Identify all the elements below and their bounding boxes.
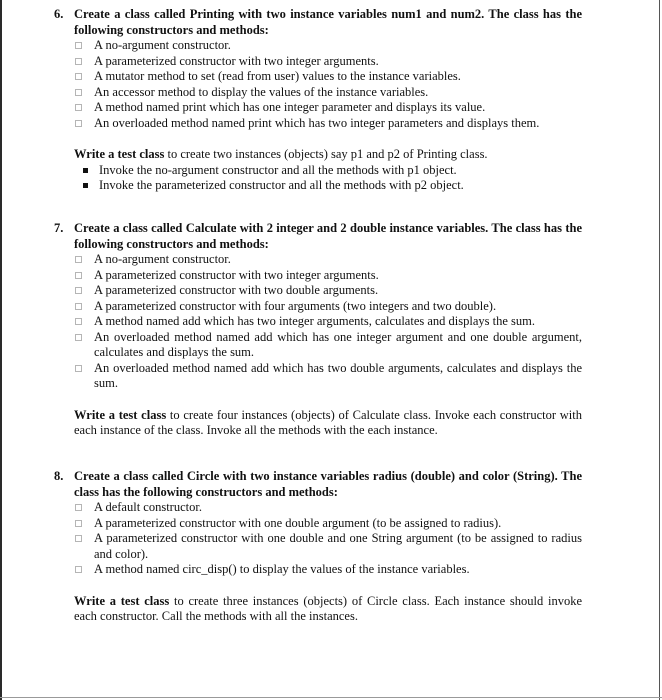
test-class-text: to create four instances (objects) of Calculate class. Invoke each constructor with each instance of the class. Invoke all the methods with the each instance.: [74, 407, 582, 437]
checkbox-bullet-icon: [75, 334, 82, 341]
list-item: A no-argument constructor.: [94, 252, 582, 268]
question-6-number: 6.: [54, 7, 64, 21]
checkbox-bullet-icon: [75, 272, 82, 279]
list-item: A method named print which has one integer parameter and displays its value.: [94, 100, 582, 116]
question-8-requirements: [54, 500, 582, 578]
question-6-requirements: [54, 38, 582, 131]
checkbox-bullet-icon: [75, 520, 82, 527]
test-class-label: Write a test class: [74, 593, 170, 608]
question-7-heading-text: Create a class called Calculate with 2 integer and 2 double instance variables. The class has the following constructors and methods:: [74, 221, 582, 251]
checkbox-bullet-icon: [75, 287, 82, 294]
checkbox-bullet-icon: [75, 535, 82, 542]
test-class-label: Write a test class: [74, 147, 165, 161]
question-8: [54, 469, 582, 625]
list-item: A parameterized constructor with one double argument (to be assigned to radius).: [94, 516, 582, 532]
question-7-heading: [54, 221, 582, 252]
test-class-text: to create two instances (objects) say p1 and p2 of Printing class.: [164, 147, 488, 161]
checkbox-bullet-icon: [75, 318, 82, 325]
question-8-heading-text: Create a class called Circle with two instance variables radius (double) and color (String). The class has the following constructors and methods:: [74, 469, 582, 499]
list-item: A no-argument constructor.: [94, 38, 582, 54]
list-item: A method named circ_disp() to display the values of the instance variables.: [94, 562, 582, 578]
test-class-text: to create three instances (objects) of Circle class. Each instance should invoke each constructor. Call the methods with all the instances.: [74, 593, 582, 623]
list-item: A parameterized constructor with two integer arguments.: [94, 54, 582, 70]
list-item: An accessor method to display the values of the instance variables.: [94, 85, 582, 101]
list-item: A parameterized constructor with two double arguments.: [94, 283, 582, 299]
question-6-heading: [54, 7, 582, 38]
list-item: A default constructor.: [94, 500, 582, 516]
checkbox-bullet-icon: [75, 42, 82, 49]
question-8-test-instructions: [54, 594, 582, 625]
question-6-heading-text: Create a class called Printing with two instance variables num1 and num2. The class has the following constructors and methods:: [74, 7, 582, 37]
list-item: An overloaded method named add which has two double arguments, calculates and displays the sum.: [94, 361, 582, 392]
checkbox-bullet-icon: [75, 104, 82, 111]
list-item: A mutator method to set (read from user) values to the instance variables.: [94, 69, 582, 85]
square-bullet-icon: [83, 183, 88, 188]
question-8-heading: [54, 469, 582, 500]
square-bullet-icon: [83, 168, 88, 173]
checkbox-bullet-icon: [75, 365, 82, 372]
list-item: An overloaded method named print which has two integer parameters and displays them.: [94, 116, 582, 132]
checkbox-bullet-icon: [75, 504, 82, 511]
question-6-test-bullets: [54, 163, 582, 194]
list-item: Invoke the parameterized constructor and all the methods with p2 object.: [99, 178, 582, 194]
question-7: [54, 221, 582, 439]
question-7-number: 7.: [54, 221, 64, 235]
checkbox-bullet-icon: [75, 566, 82, 573]
question-6-test-instructions: [54, 147, 582, 163]
checkbox-bullet-icon: [75, 120, 82, 127]
list-item: Invoke the no-argument constructor and all the methods with p1 object.: [99, 163, 582, 179]
question-7-requirements: [54, 252, 582, 392]
page-bottom-border: [0, 697, 662, 698]
checkbox-bullet-icon: [75, 89, 82, 96]
list-item: An overloaded method named add which has one integer argument and one double argument, calculates and displays the sum.: [94, 330, 582, 361]
list-item: A parameterized constructor with two integer arguments.: [94, 268, 582, 284]
page-right-border: [659, 0, 660, 700]
list-item: A parameterized constructor with four arguments (two integers and two double).: [94, 299, 582, 315]
checkbox-bullet-icon: [75, 303, 82, 310]
question-7-test-instructions: [54, 408, 582, 439]
list-item: A method named add which has two integer arguments, calculates and displays the sum.: [94, 314, 582, 330]
question-8-number: 8.: [54, 469, 64, 483]
list-item: A parameterized constructor with one double and one String argument (to be assigned to radius and color).: [94, 531, 582, 562]
page-left-border: [0, 0, 2, 700]
checkbox-bullet-icon: [75, 58, 82, 65]
checkbox-bullet-icon: [75, 256, 82, 263]
checkbox-bullet-icon: [75, 73, 82, 80]
question-6: [54, 7, 582, 194]
test-class-label: Write a test class: [74, 407, 167, 422]
